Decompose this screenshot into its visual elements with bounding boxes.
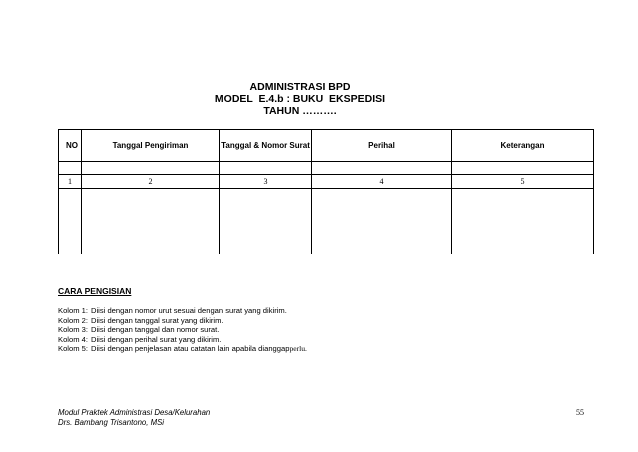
list-item: [58, 306, 307, 316]
entry-cell[interactable]: [59, 189, 82, 255]
list-item: [58, 344, 307, 354]
entry-cell[interactable]: [82, 189, 220, 255]
list-item: [58, 325, 307, 335]
column-number-1: 1: [59, 175, 82, 189]
title-line-2: MODEL E.4.b : BUKU EKSPEDISI: [214, 93, 386, 105]
column-number-2: 2: [82, 175, 220, 189]
column-number-row: [59, 175, 594, 189]
title-line-1: ADMINISTRASI BPD: [249, 81, 351, 93]
kolom-text: Diisi dengan tanggal dan nomor surat.: [91, 325, 220, 335]
header-no: NO: [59, 130, 82, 162]
footer-module-title: Modul Praktek Administrasi Desa/Kelurahan: [58, 408, 211, 417]
column-number-5: 5: [452, 175, 594, 189]
column-number-4: 4: [312, 175, 452, 189]
table-gap-row: [59, 162, 594, 175]
footer-author: Drs. Bambang Trisantono, MSi: [58, 418, 165, 427]
page-number: 55: [576, 408, 584, 417]
list-item: [58, 335, 307, 345]
kolom-text: Diisi dengan nomor urut sesuai dengan surat yang dikirim.: [91, 306, 287, 315]
header-keterangan: Keterangan: [452, 130, 594, 162]
ekspedisi-table: [58, 129, 594, 254]
column-number-3: 3: [220, 175, 312, 189]
entry-cell[interactable]: [220, 189, 312, 255]
kolom-label: Kolom 2:: [58, 315, 88, 325]
list-item: [58, 316, 307, 326]
table-header-row: [59, 130, 594, 162]
entry-cell[interactable]: [312, 189, 452, 255]
document-title: [200, 81, 400, 117]
kolom-text-suffix: perlu.: [289, 344, 307, 354]
cara-pengisian-list: [58, 306, 307, 354]
kolom-text: Diisi dengan tanggal surat yang dikirim.: [91, 315, 224, 325]
table-entry-area: [59, 189, 594, 255]
header-perihal: Perihal: [312, 130, 452, 162]
header-tanggal-pengiriman: Tanggal Pengiriman: [82, 130, 220, 162]
kolom-text: Diisi dengan penjelasan atau catatan lain apabila dianggap: [91, 344, 290, 354]
entry-cell[interactable]: [452, 189, 594, 255]
kolom-text: Diisi dengan perihal surat yang dikirim.: [91, 334, 222, 344]
kolom-label: Kolom 3:: [58, 325, 88, 335]
header-tanggal-nomor-surat: Tanggal & Nomor Surat: [220, 130, 312, 162]
kolom-label: Kolom 1:: [58, 306, 88, 315]
cara-pengisian-heading: CARA PENGISIAN: [58, 286, 132, 296]
footer: [58, 408, 210, 428]
kolom-label: Kolom 5:: [58, 344, 88, 354]
kolom-label: Kolom 4:: [58, 334, 88, 344]
title-line-3: TAHUN ……….: [263, 105, 337, 117]
